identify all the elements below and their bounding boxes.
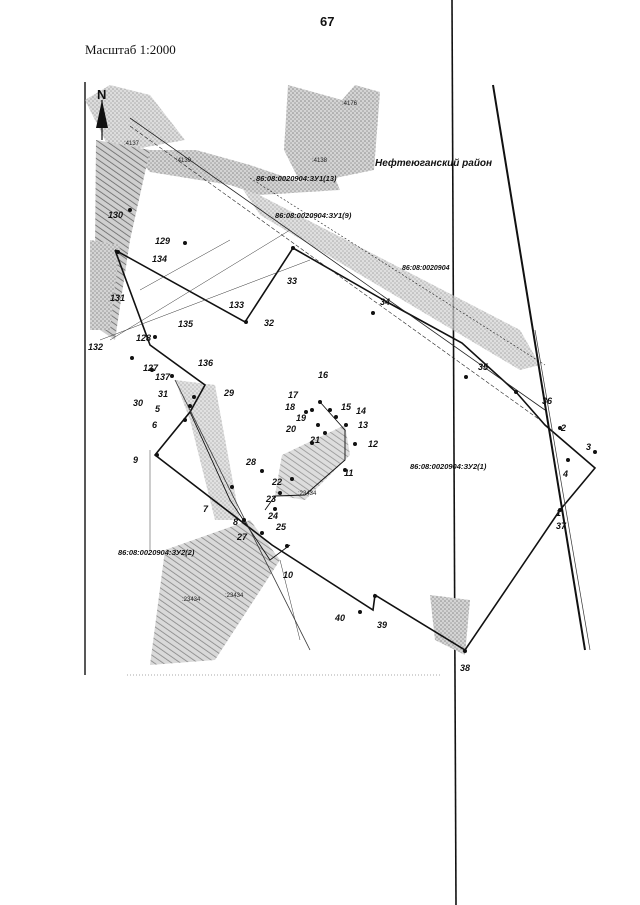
area-23434-south [150, 520, 280, 665]
area-south-corner [430, 595, 470, 655]
railway-line [493, 85, 585, 650]
leader-line-3 [140, 240, 230, 290]
district-label: Нефтеюганский район [375, 158, 493, 169]
point-label-6: 6 [152, 420, 158, 430]
area-label-23434-a: :23434 [298, 491, 317, 497]
point-label-132: 132 [88, 342, 104, 352]
page-right-edge [452, 0, 456, 905]
page-number: 67 [320, 14, 335, 29]
point-label-16: 16 [318, 370, 329, 380]
point-label-32: 32 [264, 318, 275, 328]
area-label-23434-b: :23434 [182, 597, 201, 603]
point-label-23: 23 [266, 494, 277, 504]
point-label-33: 33 [287, 276, 298, 286]
point-label-38: 38 [460, 663, 471, 673]
parcel-label-zu1-9: 86:08:0020904:ЗУ1(9) [275, 211, 352, 220]
point-label-133: 133 [229, 300, 245, 310]
point-label-8: 8 [233, 517, 239, 527]
point-label-127: 127 [143, 363, 159, 373]
point-label-134: 134 [152, 254, 168, 264]
point-label-31: 31 [158, 389, 169, 399]
point-label-40: 40 [335, 613, 346, 623]
point-label-130: 130 [108, 210, 124, 220]
parcel-label-zu1-13: 86:08:0020904:ЗУ1(13) [256, 174, 337, 183]
point-label-10: 10 [283, 570, 294, 580]
point-label-136: 136 [198, 358, 214, 368]
track-line [535, 330, 590, 650]
point-label-14: 14 [356, 406, 367, 416]
point-label-128: 128 [136, 333, 152, 343]
point-label-18: 18 [285, 402, 296, 412]
point-label-37: 37 [556, 521, 567, 531]
area-label-4139: :4139 [176, 158, 192, 164]
point-label-12: 12 [368, 439, 379, 449]
area-4176 [284, 85, 380, 182]
point-label-2: 2 [561, 423, 567, 433]
point-label-9: 9 [133, 455, 139, 465]
point-label-137: 137 [155, 372, 171, 382]
scale-label: Масштаб 1:2000 [85, 42, 176, 57]
north-label: N [97, 87, 107, 102]
point-label-36: 36 [542, 396, 553, 406]
point-label-4: 4 [563, 469, 569, 479]
point-label-1: 1 [556, 508, 562, 518]
parcel-label-zu2-2: 86:08:0020904:ЗУ2(2) [118, 548, 195, 557]
point-label-17: 17 [288, 390, 299, 400]
point-label-39: 39 [377, 620, 388, 630]
leader-line-2 [110, 230, 290, 340]
point-label-19: 19 [296, 413, 307, 423]
point-label-13: 13 [358, 420, 369, 430]
point-label-24: 24 [268, 511, 279, 521]
point-label-27: 27 [237, 532, 248, 542]
point-label-22: 22 [272, 477, 283, 487]
point-label-30: 30 [133, 398, 144, 408]
point-label-7: 7 [203, 504, 209, 514]
point-label-25: 25 [276, 522, 287, 532]
parcel-label-block: 86:08:0020904 [402, 265, 450, 272]
point-label-35: 35 [478, 362, 489, 372]
area-label-23434-c: :23434 [225, 593, 244, 599]
point-label-5: 5 [155, 404, 161, 414]
area-label-4176: :4176 [342, 101, 358, 107]
point-label-20: 20 [286, 424, 297, 434]
point-label-21: 21 [310, 435, 321, 445]
point-label-3: 3 [586, 442, 592, 452]
point-label-15: 15 [341, 402, 352, 412]
parcel-label-zu2-1: 86:08:0020904:ЗУ2(1) [410, 462, 487, 471]
area-label-4138: :4138 [312, 158, 328, 164]
point-label-11: 11 [344, 468, 354, 478]
leader-line-1 [100, 260, 310, 340]
point-label-135: 135 [178, 319, 194, 329]
area-label-4137: :4137 [124, 141, 140, 147]
point-label-34: 34 [380, 297, 391, 307]
point-label-131: 131 [110, 293, 126, 303]
point-label-28: 28 [246, 457, 257, 467]
point-label-29: 29 [224, 388, 235, 398]
point-label-129: 129 [155, 236, 171, 246]
